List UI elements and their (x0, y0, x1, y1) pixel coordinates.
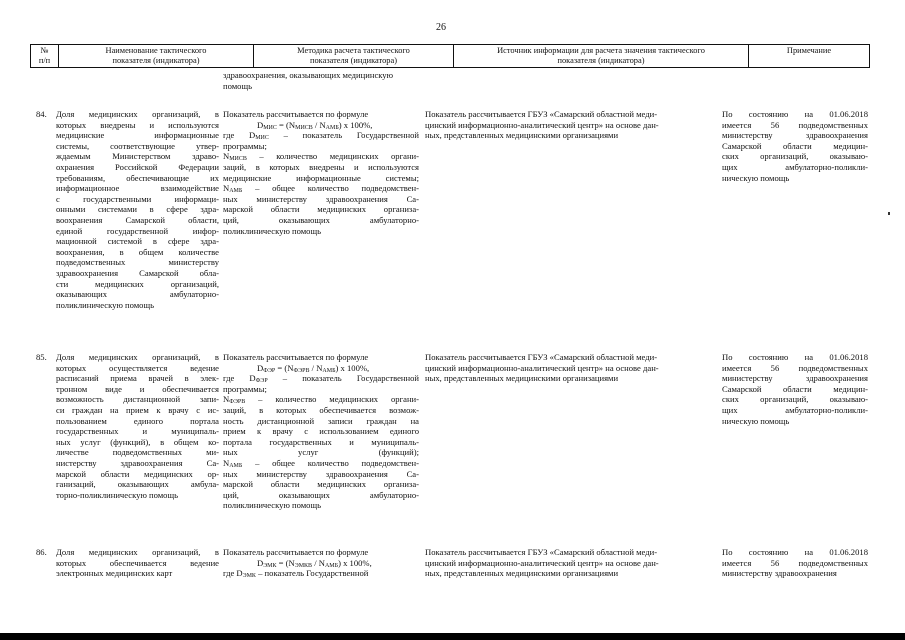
method-line: NАМБ – общее количество подведомствен- (223, 183, 419, 194)
indicator-name-line: здравоохранения Самарской обла- (56, 267, 219, 278)
note-cell-line: имеется 56 подведомственных (722, 119, 868, 130)
method-line: программы; (223, 140, 267, 151)
note-cell-line: имеется 56 подведомственных (722, 362, 868, 373)
formula-sub: МИС (263, 124, 277, 131)
method-sub: АМБ (229, 188, 243, 194)
method-cell (223, 352, 419, 511)
indicator-name-line: тронном виде и обеспечивается (56, 383, 219, 394)
method-line: заций, в которых обеспечивается возмож- (223, 404, 419, 415)
indicator-name-line: оказывающих амбулаторно- (56, 289, 219, 300)
source-cell-line: цинский информационно-аналитический центр» на основе дан- (425, 557, 659, 568)
method-line: поликлиническую помощь (223, 225, 322, 236)
header-source: Источник информации для расчета значения тактического показателя (индикатора) (497, 46, 705, 65)
method-line: прием к врачу с использованием единого (223, 426, 419, 437)
note-cell-line: ническую помощь (722, 415, 790, 426)
indicator-name-line: информационное взаимодействие (56, 183, 219, 194)
method-line: где DМИС – показатель Государственной (223, 130, 419, 141)
formula-sub: АМБ (322, 367, 336, 374)
indicator-name-line: государственных и муниципаль- (56, 426, 219, 437)
row-number: 85. (36, 352, 47, 362)
method-line: NФЭРВ – количество медицинских органи- (223, 394, 419, 405)
note-cell-line: По состоянию на 01.06.2018 (722, 109, 868, 119)
source-cell-line: цинский информационно-аналитический центр» на основе дан- (425, 362, 659, 373)
method-line: NАМБ – общее количество подведомствен- (223, 457, 419, 469)
indicator-name-line: онными системами в сфере здра- (56, 204, 219, 215)
source-cell-line: Показатель рассчитывается ГБУЗ «Самарский областной меди- (425, 109, 658, 119)
note-cell (722, 109, 868, 183)
indicator-name-line: которых внедрены и используются (56, 119, 219, 130)
table-header (30, 44, 870, 68)
note-cell-line: Самарской области медицин- (722, 383, 868, 394)
formula: DМИС = (NМИСВ / NАМБ) х 100%, (257, 119, 373, 131)
note-cell-line: министерству здравоохранения (722, 568, 837, 579)
method-sub: ФЭР (255, 378, 268, 384)
indicator-name-line: Доля медицинских организаций, в (56, 352, 219, 362)
indicator-name-line: электронных медицинских карт (56, 568, 173, 579)
method-line: медицинские информационные системы; (223, 172, 419, 183)
indicator-name-line: торно-поликлиническую помощь (56, 489, 179, 500)
note-cell-line: министерству здравоохранения (722, 130, 868, 141)
scan-mark (888, 212, 890, 215)
indicator-name-line: поликлиническую помощь (56, 299, 155, 310)
formula-sub: ЭМКВ (294, 562, 313, 569)
source-cell (425, 352, 715, 384)
indicator-name (56, 547, 219, 579)
indicator-name-line: с государственными информаци- (56, 193, 219, 204)
indicator-name-line: ных услуг (функций), в общем ко- (56, 436, 219, 447)
formula-sub: АМБ (324, 562, 339, 569)
method-sub: АМБ (229, 462, 243, 469)
formula-intro: Показатель рассчитывается по формуле (223, 547, 369, 557)
formula-intro: Показатель рассчитывается по формуле (223, 109, 369, 119)
note-cell-line: Самарской области медицин- (722, 140, 868, 151)
indicator-name-line: ганизаций, оказывающих амбула- (56, 479, 219, 490)
indicator-name-line: нистерству здравоохранения Са- (56, 457, 219, 468)
method-line: где DЭМК – показатель Государственной (223, 568, 369, 579)
method-line: заций, в которых внедрены и используются (223, 161, 419, 172)
method-line: ных министерству здравоохранения Са- (223, 468, 419, 479)
header-note: Примечание (786, 46, 832, 55)
method-sub: ФЭРВ (229, 399, 246, 405)
indicator-name-line: воохранения Самарской области, (56, 214, 219, 225)
indicator-name (56, 109, 219, 310)
source-cell-line: Показатель рассчитывается ГБУЗ «Самарский областной меди- (425, 352, 658, 362)
method-line: где DФЭР – показатель Государственной (223, 373, 419, 384)
carryover-text-line: здравоохранения, оказывающих медицинскую (223, 70, 394, 80)
source-cell (425, 109, 715, 141)
source-cell (425, 547, 715, 579)
note-cell (722, 352, 868, 426)
note-cell-line: ских организаций, оказываю- (722, 394, 868, 405)
note-cell-line: щих амбулаторно-поликли- (722, 404, 868, 415)
indicator-name-line: возможность дистанционной запи- (56, 394, 219, 405)
method-line: портала государственных и муниципаль- (223, 436, 419, 447)
note-cell-line: имеется 56 подведомственных (722, 557, 868, 568)
indicator-name-line: ждаемым Министерством здраво- (56, 151, 219, 162)
method-sub: МИСВ (229, 156, 247, 162)
formula-sub: МИСВ (295, 124, 313, 131)
note-cell-line: ническую помощь (722, 172, 790, 183)
carryover-text (223, 70, 421, 91)
formula-sub: ЭМК (263, 562, 277, 569)
header-method: Методика расчета тактического показателя (индикатора) (297, 46, 410, 65)
row-number: 84. (36, 109, 47, 119)
method-line: NМИСВ – количество медицинских органи- (223, 151, 419, 162)
method-cell (223, 547, 419, 579)
indicator-name-line: медицинские информационные (56, 130, 219, 141)
method-cell (223, 109, 419, 236)
method-line: ных услуг (функций); (223, 447, 419, 458)
indicator-name-line: расписаний приема врачей в элек- (56, 373, 219, 384)
indicator-name-line: марской области медицинских ор- (56, 468, 219, 479)
carryover-text-line: помощь (223, 80, 253, 91)
method-line: ных министерству здравоохранения Са- (223, 193, 419, 204)
row-number: 86. (36, 547, 47, 557)
method-line: ций, оказывающих амбулаторно- (223, 214, 419, 225)
method-line: ций, оказывающих амбулаторно- (223, 489, 419, 500)
note-cell (722, 547, 868, 579)
formula-sub: ФЭР (263, 367, 276, 374)
indicator-name-line: воохранения, в общем количестве (56, 246, 219, 257)
indicator-name-line: мационной системой в сфере здра- (56, 236, 219, 247)
method-line: марской области медицинских организа- (223, 479, 419, 490)
source-cell-line: цинский информационно-аналитический центр» на основе дан- (425, 119, 659, 130)
source-cell-line: ных, представленных медицинскими организациями (425, 130, 619, 141)
indicator-name-line: которых осуществляется ведение (56, 362, 219, 373)
formula-sub: ФЭРВ (293, 367, 310, 374)
method-line: поликлиническую помощь (223, 500, 322, 511)
formula-sub: АМБ (325, 124, 339, 131)
note-cell-line: По состоянию на 01.06.2018 (722, 547, 868, 557)
scan-bottom-edge (0, 633, 905, 640)
note-cell-line: По состоянию на 01.06.2018 (722, 352, 868, 362)
note-cell-line: ских организаций, оказываю- (722, 151, 868, 162)
formula: DЭМК = (NЭМКВ / NАМБ) х 100%, (257, 557, 372, 569)
formula: DФЭР = (NФЭРВ / NАМБ) х 100%, (257, 362, 370, 374)
source-cell-line: ных, представленных медицинскими организациями (425, 373, 619, 384)
indicator-name-line: личестве подведомственных ми- (56, 447, 219, 458)
indicator-name-line: подведомственных министерству (56, 257, 219, 268)
indicator-name-line: сти медицинских организаций, (56, 278, 219, 289)
indicator-name-line: охранения Российской Федерации (56, 161, 219, 172)
source-cell-line: Показатель рассчитывается ГБУЗ «Самарский областной меди- (425, 547, 658, 557)
indicator-name-line: единой государственной инфор- (56, 225, 219, 236)
note-cell-line: щих амбулаторно-поликли- (722, 161, 868, 172)
indicator-name (56, 352, 219, 500)
page-number: 26 (436, 22, 446, 33)
method-sub: МИС (255, 135, 269, 141)
method-sub: ЭМК (242, 573, 256, 579)
indicator-name-line: си граждан на прием к врачу с ис- (56, 404, 219, 415)
note-cell-line: министерству здравоохранения (722, 373, 868, 384)
indicator-name-line: системы, соответствующие утвер- (56, 140, 219, 151)
indicator-name-line: Доля медицинских организаций, в (56, 109, 219, 119)
indicator-name-line: которых обеспечивается ведение (56, 557, 219, 568)
formula-intro: Показатель рассчитывается по формуле (223, 352, 369, 362)
method-line: ность дистанционной записи граждан на (223, 415, 419, 426)
indicator-name-line: требованиям, обеспечивающие их (56, 172, 219, 183)
source-cell-line: ных, представленных медицинскими организациями (425, 568, 619, 579)
header-name: Наименование тактического показателя (индикатора) (105, 46, 207, 65)
indicator-name-line: Доля медицинских организаций, в (56, 547, 219, 557)
method-line: марской области медицинских организа- (223, 204, 419, 215)
header-num: № п/п (38, 46, 51, 65)
indicator-name-line: пользованием единого портала (56, 415, 219, 426)
method-line: программы; (223, 383, 267, 394)
